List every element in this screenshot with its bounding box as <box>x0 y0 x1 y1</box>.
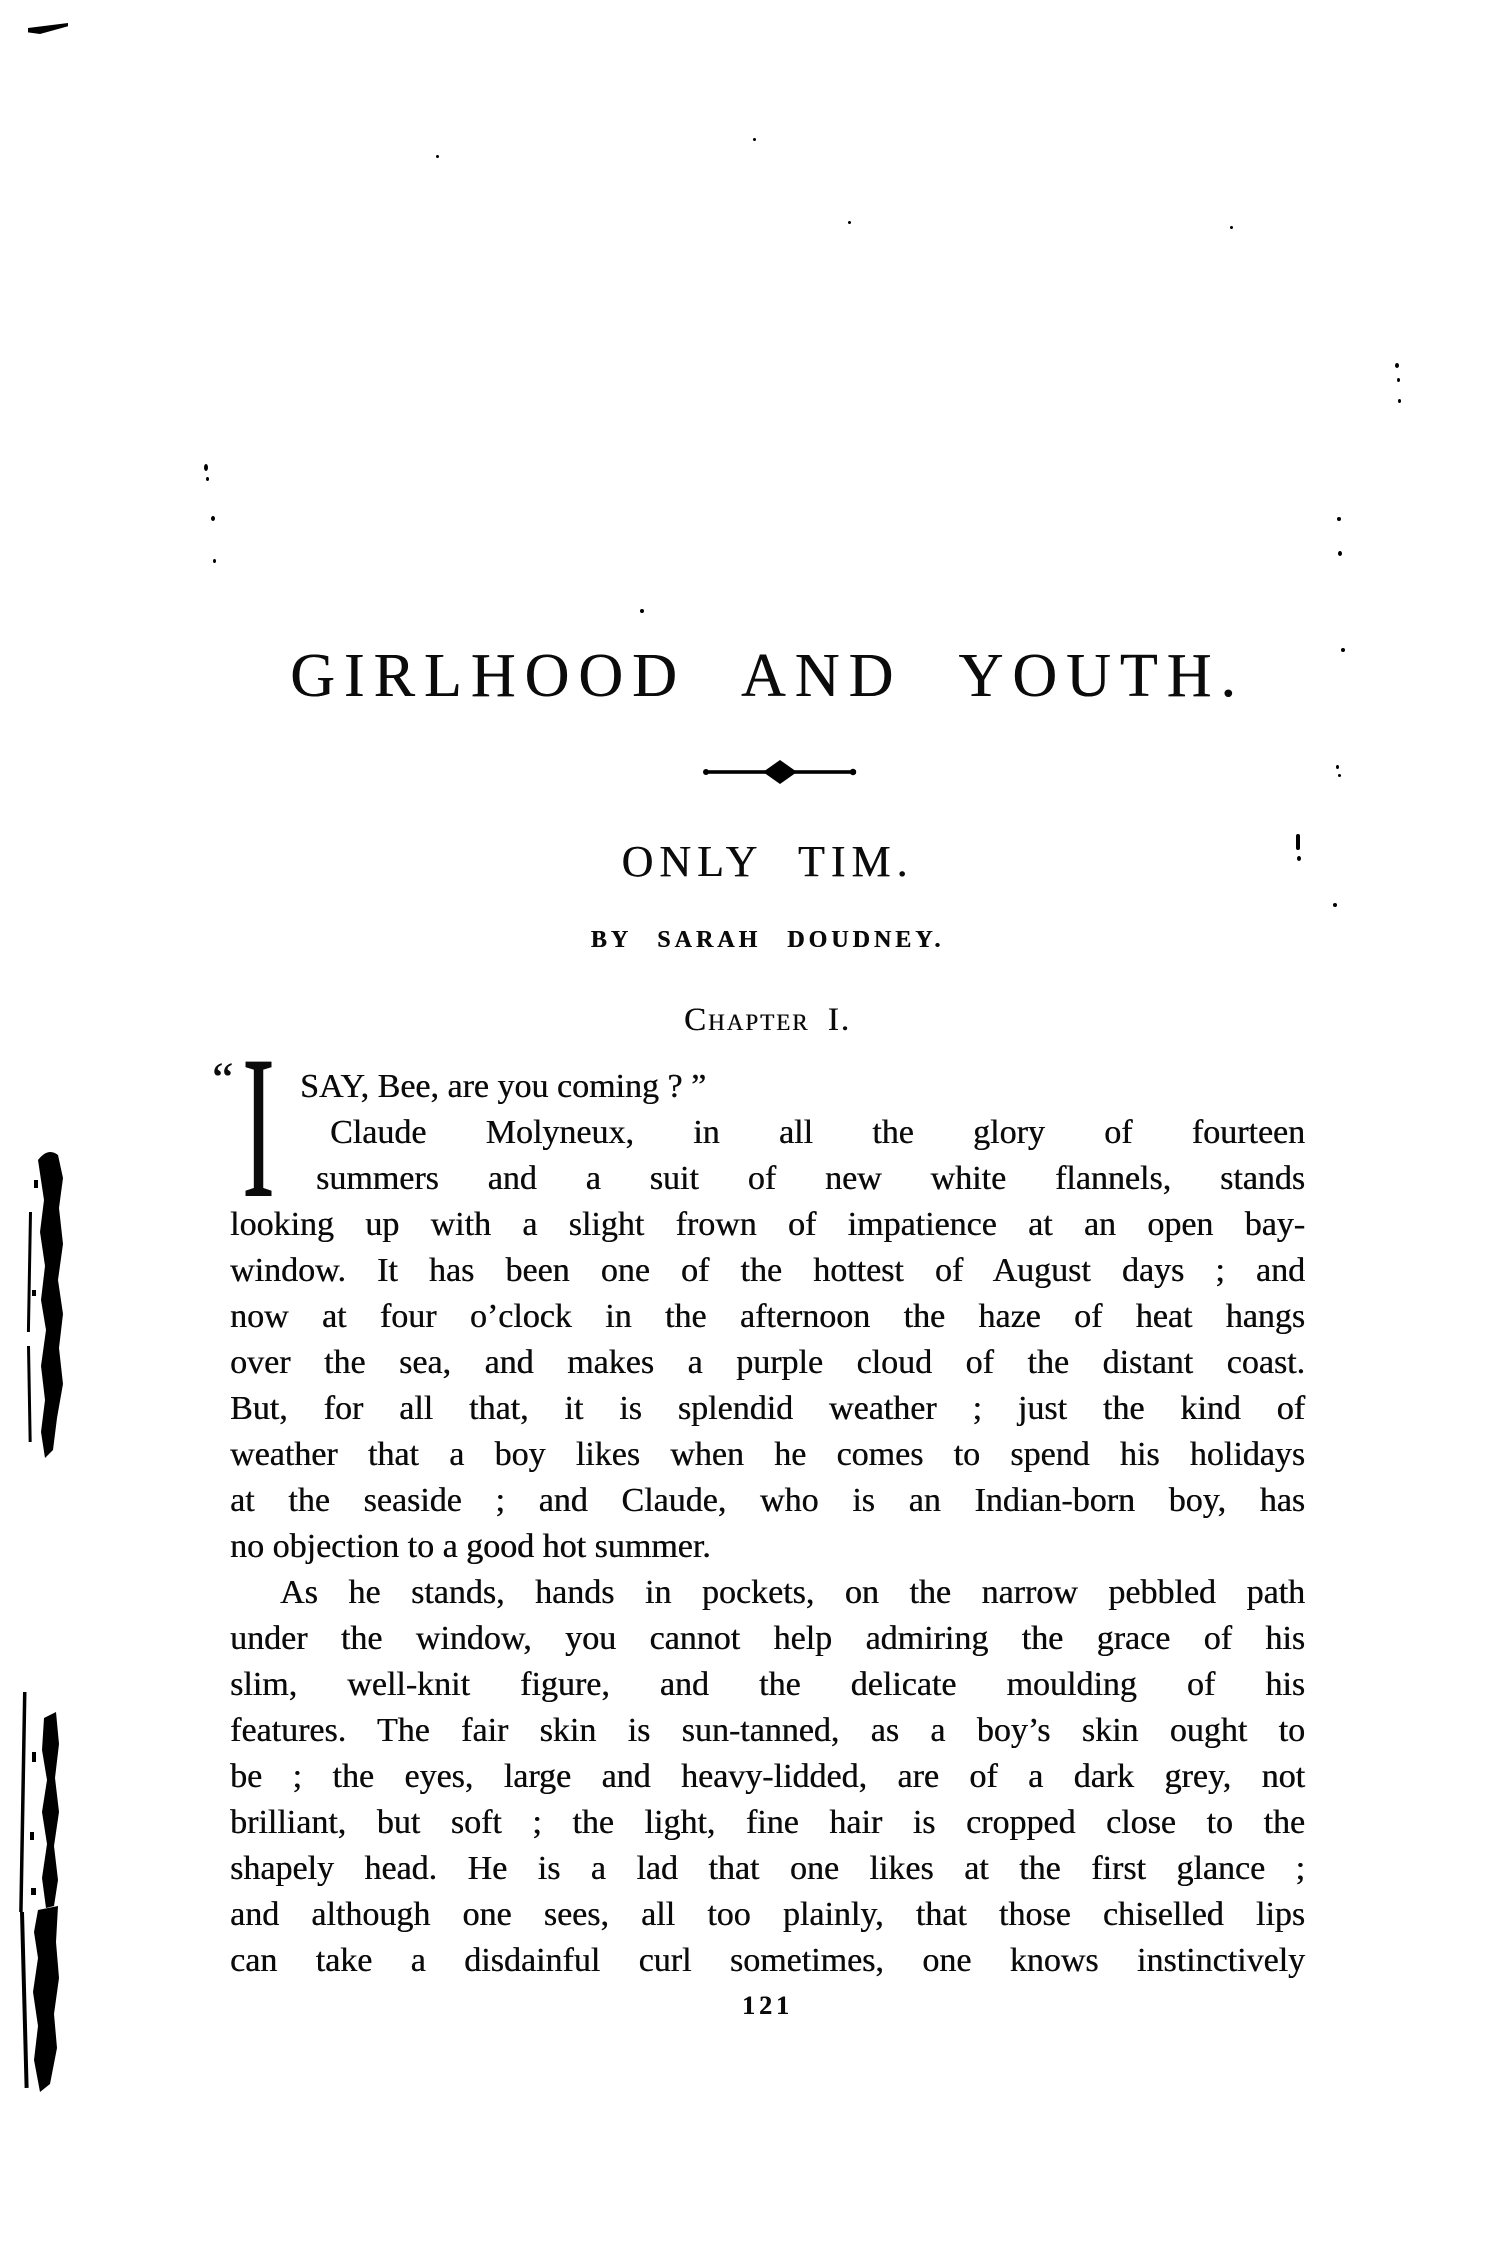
page-title: GIRLHOOD AND YOUTH. <box>290 642 1245 710</box>
scan-speck <box>848 221 851 224</box>
scan-speck <box>1341 648 1345 652</box>
scan-corner-dash <box>28 23 68 34</box>
page-number: 121 <box>742 1991 793 2020</box>
text-line: slim, well-knit figure, and the delicate moulding of his <box>230 1666 1305 1703</box>
text-line: over the sea, and makes a purple cloud of the distant coast. <box>230 1344 1305 1381</box>
text-line: and although one sees, all too plainly, that those chiselled lips <box>230 1896 1305 1933</box>
text-line: can take a disdainful curl sometimes, one knows instinctively <box>230 1942 1305 1979</box>
scan-speck <box>753 138 756 141</box>
scan-speck <box>1338 551 1342 556</box>
scan-speck <box>1395 363 1399 368</box>
scan-speck <box>1230 226 1233 229</box>
body-text <box>230 1064 1305 1984</box>
scan-speck <box>436 155 439 158</box>
chapter-heading: Chapter I. <box>684 1002 851 1038</box>
scan-speck <box>1338 774 1341 777</box>
text-line: looking up with a slight frown of impatience at an open bay- <box>230 1206 1305 1243</box>
binding-smudge-lower <box>14 1692 62 2096</box>
divider-ornament <box>700 758 860 786</box>
text-line: brilliant, but soft ; the light, fine hair is cropped close to the <box>230 1804 1305 1841</box>
text-line: shapely head. He is a lad that one likes at the first glance ; <box>230 1850 1305 1887</box>
scan-speck <box>1333 903 1337 907</box>
scan-speck <box>1336 765 1339 769</box>
drop-cap: I <box>242 1014 275 1241</box>
text-line: window. It has been one of the hottest of August days ; and <box>230 1252 1305 1289</box>
text-line: Claude Molyneux, in all the glory of fourteen <box>330 1114 1305 1151</box>
story-title: ONLY TIM. <box>621 837 914 886</box>
scan-speck <box>211 516 215 521</box>
text-line: But, for all that, it is splendid weather ; just the kind of <box>230 1390 1305 1427</box>
text-line: SAY, Bee, are you coming ? ” <box>300 1068 707 1105</box>
scan-speck <box>1397 378 1400 382</box>
scan-speck <box>204 464 208 471</box>
text-line: under the window, you cannot help admiring the grace of his <box>230 1620 1305 1657</box>
text-line: be ; the eyes, large and heavy-lidded, are of a dark grey, not <box>230 1758 1305 1795</box>
text-line: As he stands, hands in pockets, on the narrow pebbled path <box>280 1574 1305 1611</box>
text-line: weather that a boy likes when he comes to spend his holidays <box>230 1436 1305 1473</box>
opening-quote: “ <box>212 1053 234 1106</box>
scan-speck <box>206 477 209 481</box>
scan-speck <box>1398 399 1401 403</box>
text-line: features. The fair skin is sun-tanned, as a boy’s skin ought to <box>230 1712 1305 1749</box>
scan-speck <box>213 559 216 563</box>
scan-speck <box>1337 517 1341 521</box>
text-line: no objection to a good hot summer. <box>230 1528 711 1565</box>
text-line: now at four o’clock in the afternoon the haze of heat hangs <box>230 1298 1305 1335</box>
byline: BY SARAH DOUDNEY. <box>590 927 945 953</box>
binding-smudge-upper <box>22 1150 68 1462</box>
text-line: at the seaside ; and Claude, who is an Indian-born boy, has <box>230 1482 1305 1519</box>
text-line: summers and a suit of new white flannels, stands <box>316 1160 1305 1197</box>
scan-speck <box>640 609 644 613</box>
